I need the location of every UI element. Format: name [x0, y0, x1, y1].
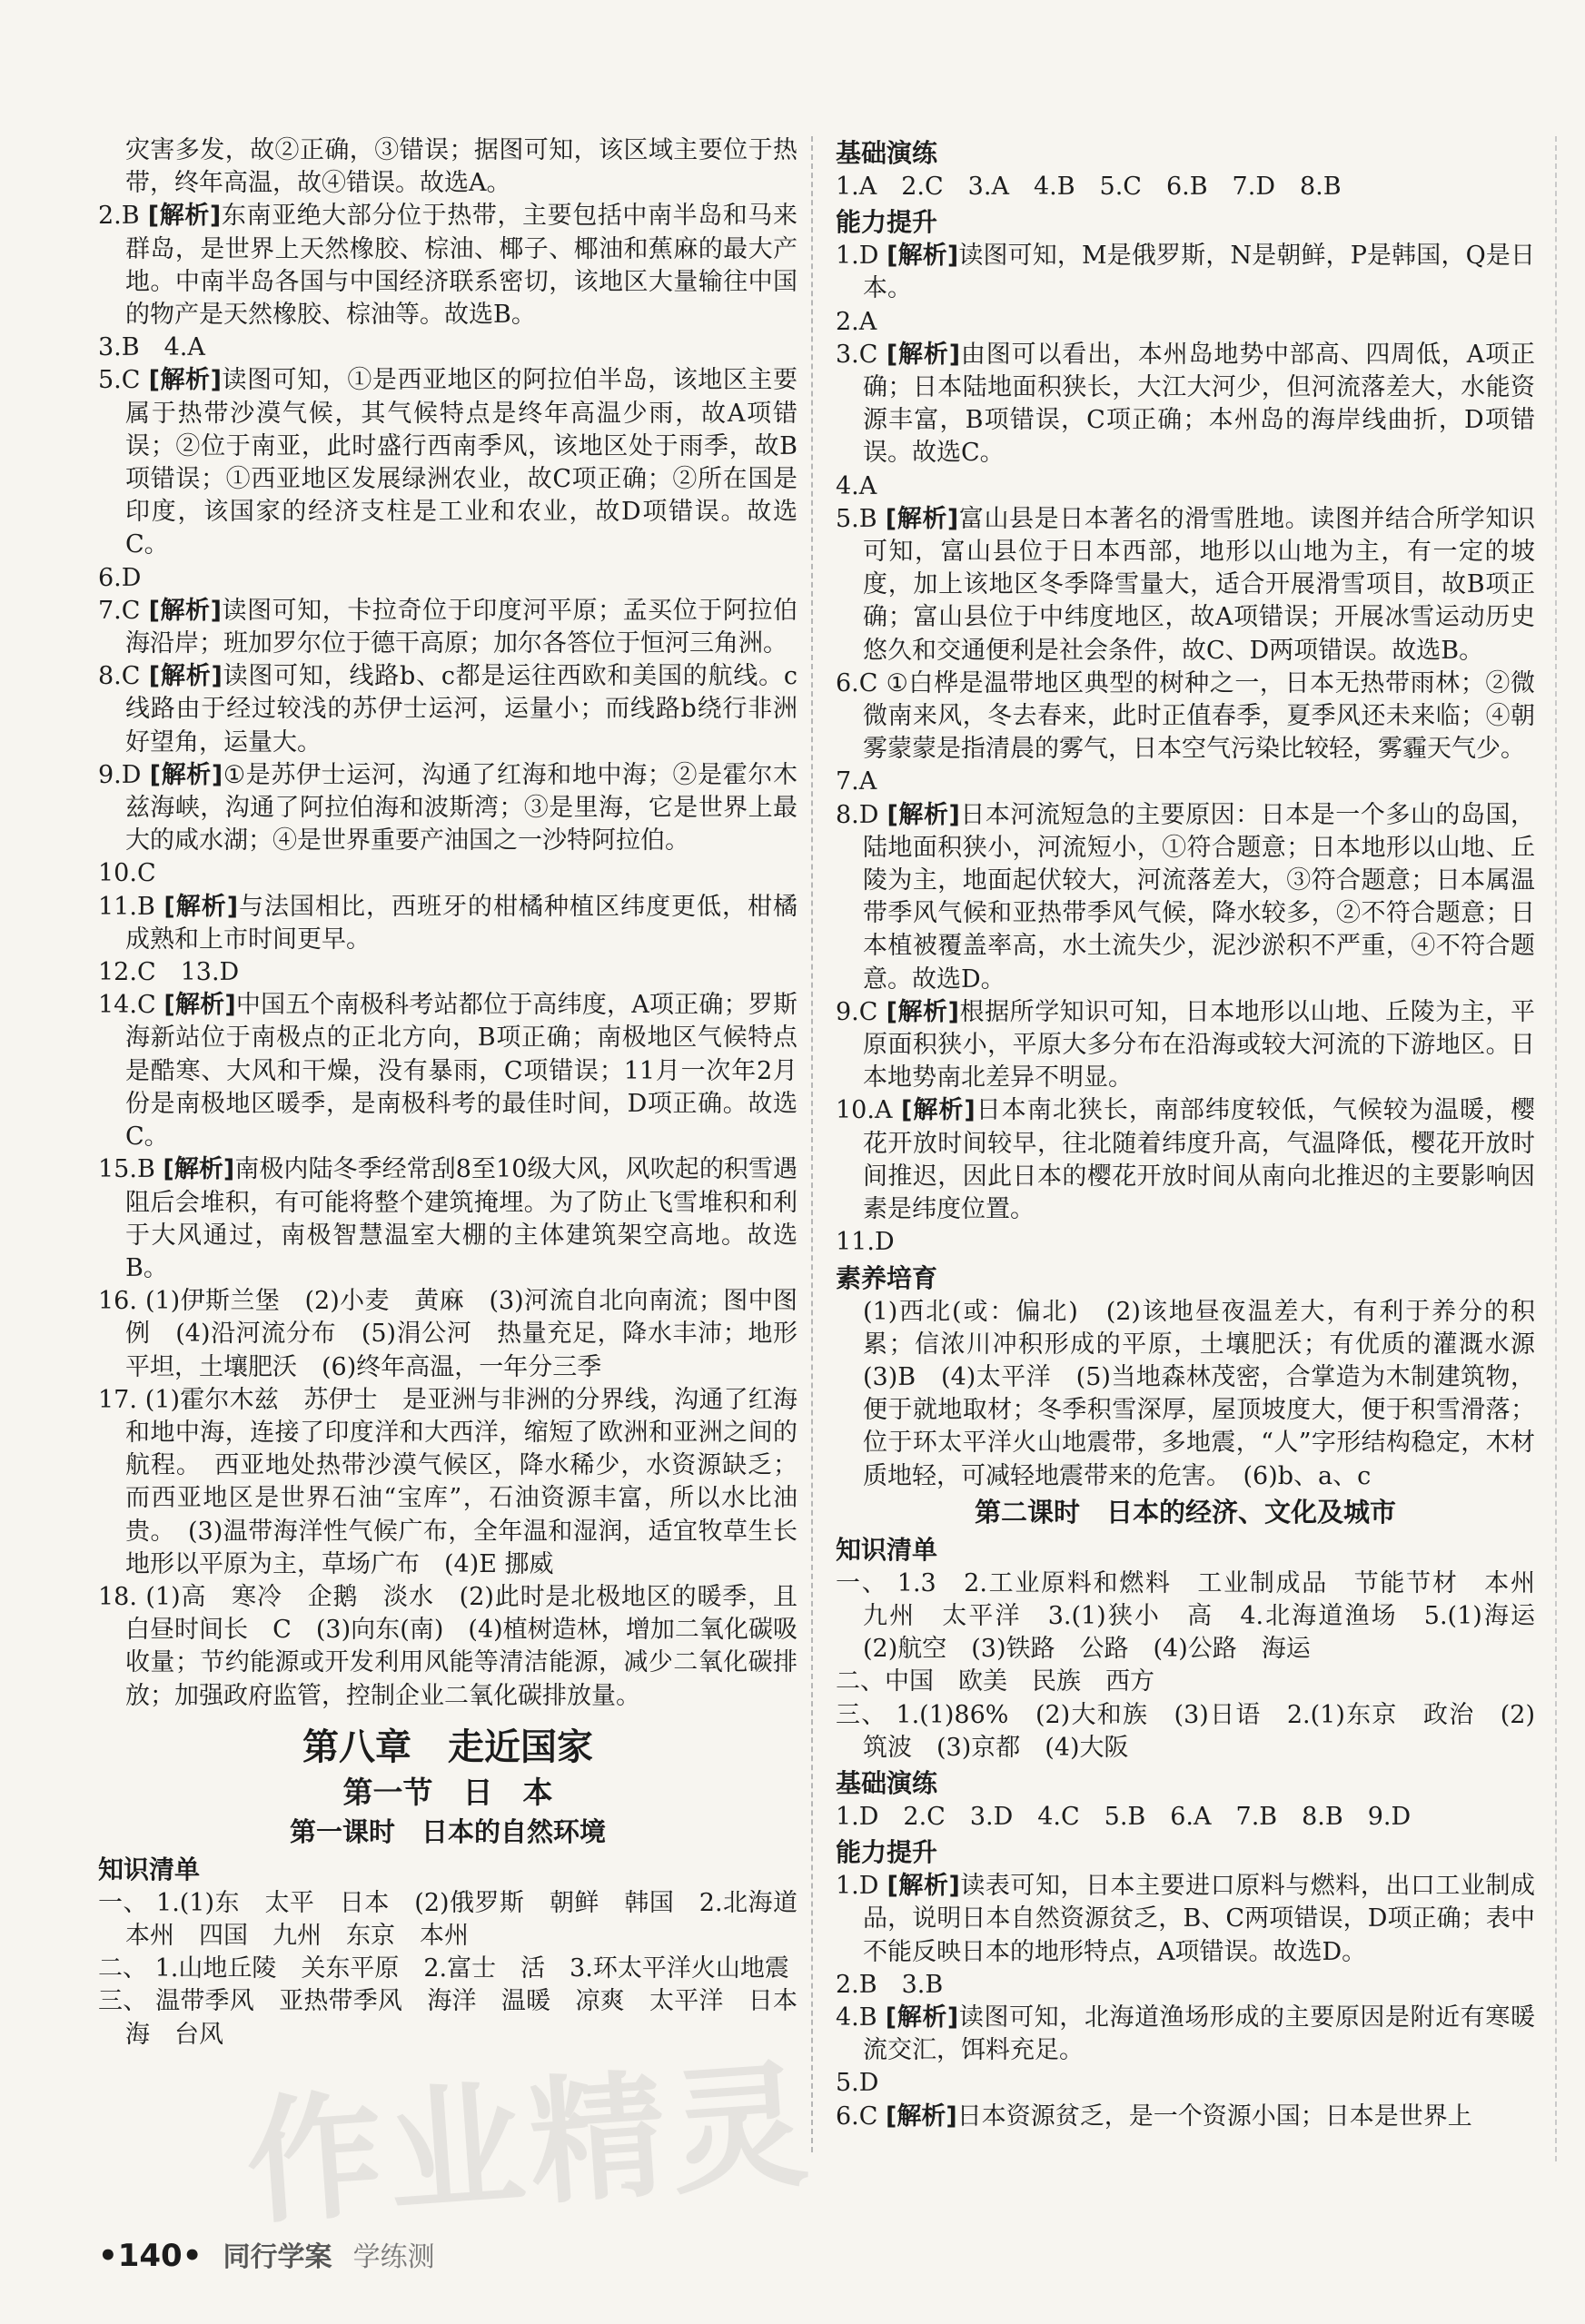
answer-number: 1.D [836, 1872, 879, 1901]
answer-item [836, 1094, 1535, 1226]
answer-number: 5.C [98, 366, 141, 395]
answer-item [836, 240, 1535, 305]
analysis-tag: [解析] [886, 340, 961, 369]
analysis-tag: [解析] [148, 366, 222, 395]
answer-text: 日本河流短急的主要原因：日本是一个多山的岛国，陆地面积狭小，河流短小，①符合题意；日本地形以山地、丘陵为主，地面起伏较大，河流落差大，③符合题意；日本属温带季风气候和亚热带季风气候，降水较多，②不符合题意；日本植被覆盖率高，水土流失少，泥沙淤积不严重，④不符合题意。故选D。 [863, 800, 1536, 994]
answer-line: 10.C [98, 859, 156, 888]
answer-item [98, 595, 797, 660]
answer-text: 读表可知，日本主要进口原料与燃料，出口工业制成品，说明日本自然资源贫乏，B、C两项错误，D项正确；表中不能反映日本的地形特点，A项错误。故选D。 [863, 1872, 1536, 1966]
answer-number: 17. [98, 1385, 137, 1414]
left-column [98, 134, 822, 2052]
analysis-tag: [解析] [149, 760, 223, 789]
answer-number: 5.B [836, 504, 877, 533]
book-subtitle: 学练测 [352, 2241, 435, 2273]
answer-number: 8.C [98, 662, 141, 691]
answer-item [98, 989, 797, 1153]
answer-line: 5.D [836, 2069, 879, 2098]
answer-text: 读图可知，卡拉奇位于印度河平原；孟买位于阿拉伯海沿岸；班加罗尔位于德干高原；加尔各答位于恒河三角洲。 [125, 596, 797, 658]
answer-text: 根据所学知识可知，日本地形以山地、丘陵为主，平原面积狭小，平原大多分布在沿海或较大河流的下游地区。日本地势南北差异不明显。 [863, 997, 1535, 1093]
answer-number: 二、 [98, 1954, 147, 1983]
analysis-tag: [解析] [147, 202, 222, 231]
answer-number: 16. [98, 1287, 137, 1316]
chapter-title: 第八章 走近国家 [302, 1726, 593, 1768]
answer-text: ①是苏伊士运河，沟通了红海和地中海；②是霍尔木兹海峡，沟通了阿拉伯海和波斯湾；③是里海，它是世界上最大的咸水湖；④是世界重要产油国之一沙特阿拉伯。 [125, 760, 797, 855]
answer-text: 读图可知，线路b、c都是运往西欧和美国的航线。c线路由于经过较浅的苏伊士运河，运量小；而线路b绕行非洲好望角，运量大。 [125, 662, 797, 757]
continued-text: 灾害多发，故②正确，③错误；据图可知，该区域主要位于热带，终年高温，故④错误。故选A。 [125, 136, 797, 198]
analysis-tag: [解析] [163, 991, 236, 1020]
answer-item [836, 1567, 1560, 1666]
answer-line: 4.A [836, 471, 877, 500]
answer-item [836, 799, 1535, 996]
answer-line: 6.D [98, 563, 142, 592]
section-heading: 基础演练 [836, 1767, 938, 1798]
answer-item [836, 503, 1535, 668]
answer-text: 读图可知，M是俄罗斯，N是朝鲜，P是韩国，Q是日本。 [863, 242, 1535, 303]
analysis-tag: [解析] [901, 1096, 976, 1125]
answer-number: 10.A [836, 1096, 893, 1125]
answer-number: 一、 [98, 1888, 148, 1917]
answer-text: 日本南北狭长，南部纬度较低，气候较为温暖，樱花开放时间较早，往北随着纬度升高，气温降低，樱花开放时间推迟，因此日本的樱花开放时间从南向北推迟的主要影响因素是纬度位置。 [863, 1096, 1535, 1224]
right-column [836, 134, 1560, 2133]
answer-number: 8.D [836, 800, 879, 829]
section-heading: 知识清单 [836, 1534, 938, 1565]
analysis-tag: [解析] [163, 1155, 235, 1184]
answer-item [836, 996, 1535, 1095]
answer-number: 6.C [836, 2101, 878, 2131]
answer-line: 3.B 4.A [98, 333, 205, 362]
column-divider [811, 136, 813, 2152]
answer-item [98, 1285, 797, 1384]
analysis-tag: [解析] [886, 2101, 957, 2131]
answer-text: 由图可以看出，本州岛地势中部高、四周低，A项正确；日本陆地面积狭长，大江大河少，但河流落差大，水能资源丰富，B项错误，C项正确；本州岛的海岸线曲折，D项错误。故选C。 [863, 340, 1535, 468]
answer-line: 1.A 2.C 3.A 4.B 5.C 6.B 7.D 8.B [836, 173, 1342, 201]
answer-text: 富山县是日本著名的滑雪胜地。读图并结合所学知识可知，富山县位于日本西部，地形以山地为主，有一定的坡度，加上该地区冬季降雪量大，适合开展滑雪项目，故B项正确；富山县位于中纬度地区，故A项错误；开展冰雪运动历史悠久和交通便利是社会条件，故C、D两项错误。故选B。 [863, 504, 1536, 665]
answer-item [836, 339, 1535, 470]
section-heading: 能力提升 [836, 1837, 938, 1868]
answer-number: 9.C [836, 997, 878, 1026]
analysis-tag: [解析] [148, 596, 222, 625]
answer-line: 1.D 2.C 3.D 4.C 5.B 6.A 7.B 8.B 9.D [836, 1802, 1412, 1831]
answer-paragraph: (1)西北(或：偏北) (2)该地昼夜温差大，有利于养分的积累；信浓川冲积形成的平原，土壤肥沃；有优质的灌溉水源 (3)B (4)太平洋 (5)当地森林茂密，合掌造为木制建筑物，便于就地取材；冬季积雪深厚，屋顶坡度大，便于积雪滑落；位于环太平洋火山地震带，多地震，“人”字形结构稳定，木材质地轻，可减轻地震带来的危害。 (6)b、a、c [863, 1297, 1560, 1490]
answer-text: 南极内陆冬季经常刮8至10级大风，风吹起的积雪遇阻后会堆积，有可能将整个建筑掩埋。为了防止飞雪堆积和利于大风通过，南极智慧温室大棚的主体建筑架空高地。故选B。 [125, 1155, 797, 1282]
watermark-text: 作业精灵 [241, 2046, 818, 2244]
answer-number: 1.D [836, 242, 879, 271]
answer-item [98, 660, 797, 759]
analysis-tag: [解析] [885, 2003, 959, 2032]
answer-item [98, 1953, 797, 1985]
answer-text: 1.(1)东 太平 日本 (2)俄罗斯 朝鲜 韩国 2.北海道 本州 四国 九州 东京 本州 [125, 1888, 822, 1950]
answer-number: 三、 [836, 1700, 887, 1729]
answer-number: 3.C [836, 340, 878, 369]
answer-text: 东南亚绝大部分位于热带，主要包括中南半岛和马来群岛，是世界上天然橡胶、棕油、椰子、椰油和蕉麻的最大产地。中南半岛各国与中国经济联系密切，该地区大量输往中国的物产是天然橡胶、棕油等。故选B。 [125, 202, 798, 330]
answer-text: (1)高 寒冷 企鹅 淡水 (2)此时是北极地区的暖季，且白昼时间长 C (3)向东(南) (4)植树造林，增加二氧化碳吸收量；节约能源或开发利用风能等清洁能源，减少二氧化碳排放；加强政府监管，控制企业二氧化碳排放量。 [125, 1582, 797, 1710]
analysis-tag: [解析] [885, 504, 959, 533]
answer-number: 6.C [836, 668, 878, 697]
answer-item [98, 1153, 797, 1285]
answer-line: 7.A [836, 767, 877, 796]
analysis-tag: [解析] [887, 1872, 960, 1901]
section-heading: 知识清单 [98, 1854, 201, 1884]
answer-text: 温带季风 亚热带季风 海洋 温暖 凉爽 太平洋 日本海 台风 [125, 1987, 797, 2049]
answer-text: 日本资源贫乏，是一个资源小国；日本是世界上 [956, 2101, 1472, 2131]
answer-number: 2.B [98, 202, 140, 231]
answer-line: 2.B 3.B [836, 1970, 944, 1999]
answer-text: 中国五个南极科考站都位于高纬度，A项正确；罗斯海新站位于南极点的正北方向，B项正确；南极地区气候特点是酷寒、大风和干燥，没有暴雨，C项错误；11月一次年2月份是南极地区暖季，是南极科考的最佳时间，D项正确。故选C。 [125, 991, 797, 1152]
answer-number: 11.B [98, 892, 155, 921]
answer-line: 2.A [836, 307, 877, 336]
answer-line: 12.C 13.D [98, 958, 240, 987]
section-heading: 基础演练 [836, 138, 938, 168]
answer-text: ①白桦是温带地区典型的树种之一，日本无热带雨林；②微微南来风，冬去春来，此时正值春季，夏季风还未来临；④朝雾蒙蒙是指清晨的雾气，日本空气污染比较轻，雾霾天气少。 [863, 668, 1535, 764]
answer-item [836, 1699, 1535, 1765]
answer-item [98, 1384, 822, 1581]
answer-text: (1)伊斯兰堡 (2)小麦 黄麻 (3)河流自北向南流；图中图例 (4)沿河流分布 (5)涓公河 热量充足，降水丰沛；地形平坦，土壤肥沃 (6)终年高温，一年分三季 [125, 1287, 797, 1381]
answer-number: 4.B [836, 2003, 877, 2032]
answer-number: 14.C [98, 991, 156, 1020]
answer-text: (1)霍尔木兹 苏伊士 是亚洲与非洲的分界线，沟通了红海和地中海，连接了印度洋和大西洋，缩短了欧洲和亚洲之间的航程。 西亚地处热带沙漠气候区，降水稀少，水资源缺乏；而西亚地区是世界石油“宝库”，石油资源丰富，所以水比油贵。 (3)温带海洋性气候广布，全年温和湿润，适宜牧草生长 地形以平原为主，草场广布 (4)E 挪威 [125, 1385, 822, 1578]
answer-number: 15.B [98, 1155, 155, 1184]
answer-number: 18. [98, 1582, 137, 1611]
answer-item [98, 759, 797, 858]
answer-number: 一、 [836, 1568, 888, 1597]
answer-text: 与法国相比，西班牙的柑橘种植区纬度更低，柑橘成熟和上市时间更早。 [125, 892, 798, 954]
answer-item [836, 2101, 1535, 2133]
answer-line: 二、中国 欧美 民族 西方 [836, 1667, 1154, 1696]
answer-text: 1.(1)86% (2)大和族 (3)日语 2.(1)东京 政治 (2)筑波 (3)京都 (4)大阪 [863, 1700, 1536, 1762]
lesson-title: 第二课时 日本的经济、文化及城市 [974, 1496, 1396, 1528]
answer-item [98, 1887, 822, 1953]
answer-text: 读图可知，①是西亚地区的阿拉伯半岛，该地区主要属于热带沙漠气候，其气候特点是终年高温少雨，故A项错误；②位于南亚，此时盛行西南季风，该地区处于雨季，故B项错误；①西亚地区发展绿洲农业，故C项正确；②所在国是印度，该国家的经济支柱是工业和农业，故D项错误。故选C。 [125, 366, 797, 559]
lesson-title: 第一课时 日本的自然环境 [289, 1815, 606, 1847]
answer-text: 读图可知，北海道渔场形成的主要原因是附近有寒暖流交汇，饵料充足。 [863, 2003, 1536, 2065]
answer-line: 11.D [836, 1228, 895, 1257]
answer-number: 7.C [98, 596, 141, 625]
section-title: 第一节 日 本 [342, 1774, 553, 1810]
answer-number: 9.D [98, 760, 142, 789]
answer-item [98, 200, 797, 331]
section-heading: 能力提升 [836, 207, 938, 238]
answer-number: 三、 [98, 1987, 148, 2016]
book-title: 同行学案 [223, 2241, 332, 2273]
analysis-tag: [解析] [886, 997, 959, 1026]
analysis-tag: [解析] [887, 800, 960, 829]
analysis-tag: [解析] [148, 662, 223, 691]
section-heading: 素养培育 [836, 1262, 938, 1293]
analysis-tag: [解析] [887, 242, 959, 271]
answer-item [98, 1581, 797, 1713]
answer-item [836, 668, 1535, 766]
answer-item [836, 2002, 1535, 2067]
answer-item [98, 891, 797, 956]
answer-item [98, 364, 797, 561]
page-footer [98, 2234, 435, 2274]
page-number: •140• [98, 2238, 203, 2274]
page-edge-line [1555, 136, 1557, 2161]
answer-text: 1.3 2.工业原料和燃料 工业制成品 节能节材 本州 九州 太平洋 3.(1)狭小 高 4.北海道渔场 5.(1)海运 (2)航空 (3)铁路 公路 (4)公路 海运 [863, 1568, 1560, 1664]
analysis-tag: [解析] [163, 892, 239, 921]
answer-text: 1.山地丘陵 关东平原 2.富士 活 3.环太平洋火山地震 [154, 1954, 789, 1983]
answer-item [836, 1870, 1535, 1969]
